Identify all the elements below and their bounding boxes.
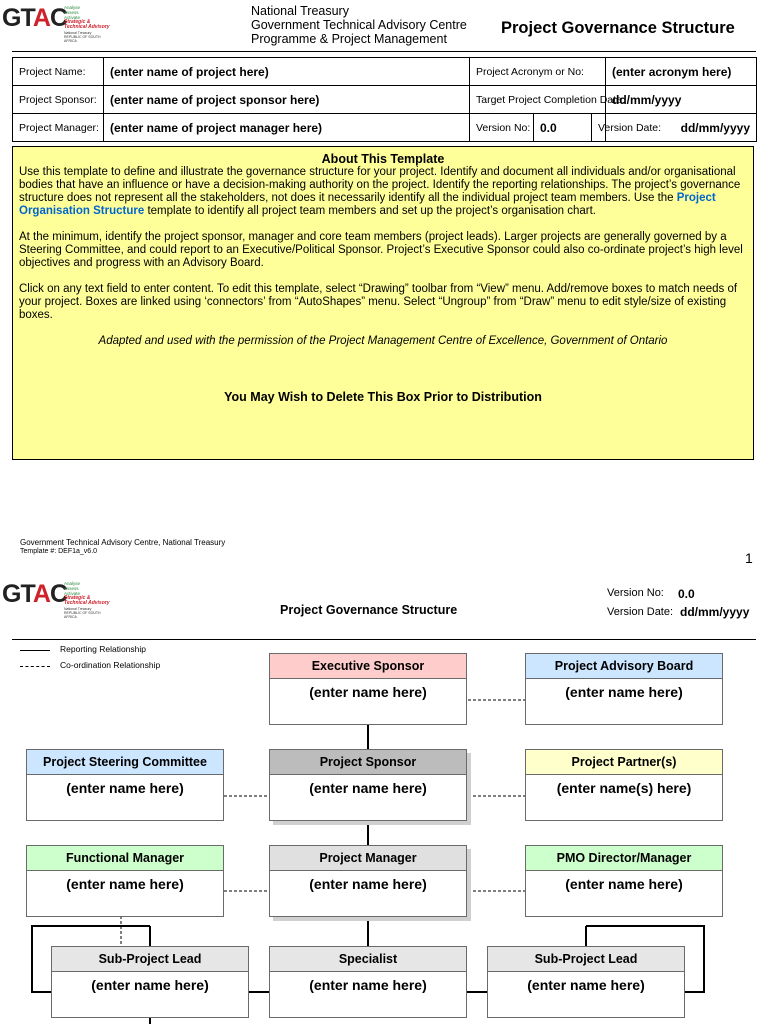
project-sponsor-box[interactable] — [269, 749, 467, 821]
project-partners-box[interactable] — [525, 749, 723, 821]
version-date-field[interactable]: dd/mm/yyyy — [606, 114, 757, 142]
version-date-value[interactable]: dd/mm/yyyy — [680, 605, 750, 619]
logo-wordmark: GTAC — [2, 580, 67, 608]
table-row — [13, 58, 757, 86]
logo-tagline: Analyse Assess Activate Strategic & Technical Advisory — [64, 581, 110, 606]
header-line: Government Technical Advisory Centre — [251, 18, 467, 32]
project-manager-field[interactable]: (enter name of project manager here) — [104, 114, 470, 142]
project-name-label: Project Name: — [13, 58, 104, 86]
box-name-field[interactable]: (enter name here) — [66, 876, 184, 892]
legend-reporting: Reporting Relationship — [60, 644, 146, 654]
version-field[interactable]: 0.0 — [534, 114, 592, 142]
box-title: Project Manager — [270, 846, 466, 871]
header-line: Programme & Project Management — [251, 32, 447, 46]
footer-template-id: Template #: DEF1a_v6.0 — [20, 548, 98, 555]
table-row — [13, 86, 757, 114]
version-date-label: Version Date: — [592, 114, 606, 142]
box-title: Project Partner(s) — [526, 750, 722, 775]
version-label: Version No: — [607, 587, 664, 599]
project-sponsor-field[interactable]: (enter name of project sponsor here) — [104, 86, 470, 114]
steering-committee-box[interactable] — [26, 749, 224, 821]
box-title: PMO Director/Manager — [526, 846, 722, 871]
page-number: 1 — [745, 550, 753, 566]
sub-project-lead-box[interactable] — [51, 946, 249, 1018]
org-structure-link[interactable]: Project Organisation Structure — [19, 192, 716, 217]
functional-manager-box[interactable] — [26, 845, 224, 917]
version-label: Version No: — [470, 114, 534, 142]
project-info-table — [12, 57, 757, 142]
box-name-field[interactable]: (enter name here) — [527, 977, 645, 993]
legend-coordination: Co-ordination Relationship — [60, 660, 161, 670]
gtac-logo — [2, 1, 114, 41]
page-footer — [20, 538, 225, 556]
about-paragraph: At the minimum, identify the project sponsor, manager and core team members (project leads). Larger projects are generally governed by a Steering Committee, and could report to an Executive/Political Sponsor. Project’s Executive Sponsor could also co-ordinate project’s high level objectives and progress with an Advisory Board. — [19, 231, 743, 269]
version-date-label: Version Date: — [607, 606, 674, 618]
page-title: Project Governance Structure — [501, 19, 735, 37]
table-row — [13, 114, 757, 142]
about-paragraph: Use this template to define and illustrate the governance structure for your project. Identify and document all individuals and/or organisational bodies that have an influence or have a decision-making authority on the project. Identify the reporting relationships. The project’s governance structure does not represent all the stakeholders, not does it necessarily identify all the individual project team members. Use the Project Organisation Structure template to identify all project team members and set up the project’s organisation chart. — [19, 166, 741, 217]
about-template-box[interactable] — [12, 146, 754, 460]
about-delete-note: You May Wish to Delete This Box Prior to Distribution — [224, 390, 542, 404]
box-name-field[interactable]: (enter name here) — [66, 780, 184, 796]
box-name-field[interactable]: (enter name here) — [565, 876, 683, 892]
structure-title: Project Governance Structure — [280, 603, 458, 617]
box-title: Specialist — [270, 947, 466, 972]
box-name-field[interactable]: (enter name here) — [91, 977, 209, 993]
completion-date-field[interactable]: dd/mm/yyyy — [606, 86, 757, 114]
header-organisation — [251, 4, 467, 46]
box-title: Sub-Project Lead — [488, 947, 684, 972]
project-name-field[interactable]: (enter name of project here) — [104, 58, 470, 86]
box-name-field[interactable]: (enter name here) — [309, 780, 427, 796]
box-title: Project Sponsor — [270, 750, 466, 775]
box-name-field[interactable]: (enter name here) — [565, 684, 683, 700]
logo-subtitle: National Treasury REPUBLIC OF SOUTH AFRICA — [64, 607, 101, 619]
acronym-label: Project Acronym or No: — [470, 58, 606, 86]
executive-sponsor-box[interactable] — [269, 653, 467, 725]
about-paragraph: Click on any text field to enter content. To edit this template, select “Drawing” toolbar from “View” menu. Add/remove boxes to match needs of your project. Boxes are linked using ‘connectors’ from “AutoShapes” menu. Select “Ungroup” from “Draw” menu to edit style/size of existing boxes. — [19, 283, 738, 321]
header-line: National Treasury — [251, 4, 349, 18]
box-name-field[interactable]: (enter name here) — [309, 684, 427, 700]
project-manager-box[interactable] — [269, 845, 467, 917]
project-manager-label: Project Manager: — [13, 114, 104, 142]
specialist-box[interactable] — [269, 946, 467, 1018]
box-title: Sub-Project Lead — [52, 947, 248, 972]
version-value[interactable]: 0.0 — [678, 587, 695, 601]
completion-date-label: Target Project Completion Date: — [470, 86, 606, 114]
gtac-logo — [2, 577, 114, 617]
footer-organisation: Government Technical Advisory Centre, National Treasury — [20, 538, 226, 547]
advisory-board-box[interactable] — [525, 653, 723, 725]
box-title: Executive Sponsor — [270, 654, 466, 679]
about-credit: Adapted and used with the permission of the Project Management Centre of Excellence, Government of Ontario — [98, 335, 668, 347]
about-title: About This Template — [321, 152, 445, 166]
box-name-field[interactable]: (enter name here) — [309, 977, 427, 993]
box-name-field[interactable]: (enter name here) — [309, 876, 427, 892]
acronym-field[interactable]: (enter acronym here) — [606, 58, 757, 86]
project-sponsor-label: Project Sponsor: — [13, 86, 104, 114]
box-title: Functional Manager — [27, 846, 223, 871]
logo-subtitle: National Treasury REPUBLIC OF SOUTH AFRICA — [64, 31, 101, 43]
sub-project-lead-box[interactable] — [487, 946, 685, 1018]
box-name-field[interactable]: (enter name(s) here) — [556, 780, 692, 796]
logo-wordmark: GTAC — [2, 4, 67, 32]
logo-tagline: Analyse Assess Activate Strategic & Technical Advisory — [64, 5, 110, 30]
box-title: Project Steering Committee — [27, 750, 223, 775]
header-divider — [12, 51, 756, 52]
box-title: Project Advisory Board — [526, 654, 722, 679]
pmo-director-box[interactable] — [525, 845, 723, 917]
